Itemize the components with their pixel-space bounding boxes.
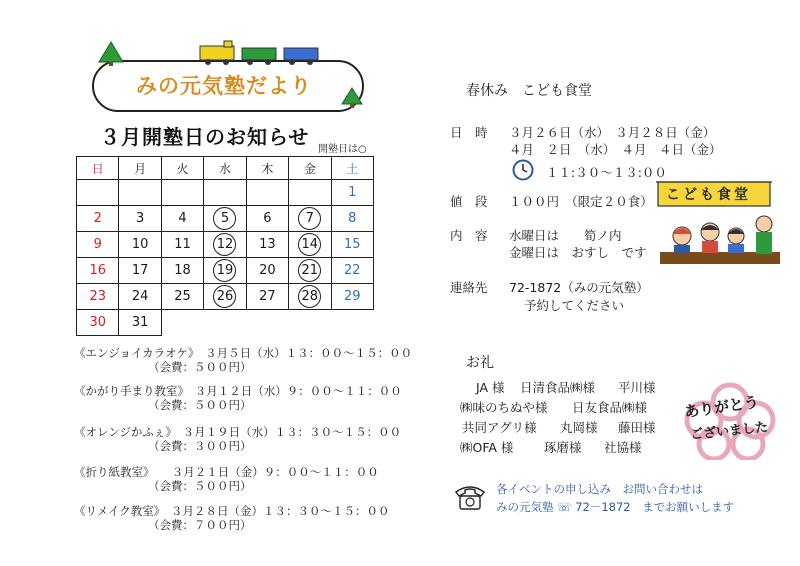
calendar-day-cell bbox=[161, 310, 203, 336]
calendar-week-row bbox=[77, 206, 374, 232]
calendar-day-cell bbox=[77, 258, 119, 284]
calendar-title: ３月開塾日のお知らせ bbox=[100, 125, 310, 149]
weekday-cell: 木 bbox=[246, 157, 288, 180]
event-title: 《リメイク教室》 ３月２８日（金）１３：３０〜１５：００ bbox=[74, 504, 390, 518]
calendar-week-row bbox=[77, 310, 374, 336]
calendar-day-cell bbox=[161, 232, 203, 258]
thanks-title: お礼 bbox=[466, 355, 494, 371]
price-text: １００円 （限定２０食） bbox=[509, 194, 653, 209]
date-label: 日 時 bbox=[450, 125, 488, 140]
clock-icon bbox=[512, 159, 534, 181]
event-title: 《オレンジかふぇ》 ３月１９日（水）１３：３０〜１５：００ bbox=[74, 425, 402, 439]
weekday-row bbox=[77, 157, 374, 180]
contact-text: 72-1872（みの元気塾） bbox=[509, 280, 649, 295]
day-number: 22 bbox=[343, 263, 361, 278]
thanks-stamp-line: ございました bbox=[689, 419, 769, 444]
event-title: 《かがり手まり教室》 ３月１２日（水）９：００〜１１：００ bbox=[74, 384, 402, 398]
day-number: 1 bbox=[348, 185, 357, 200]
calendar-day-cell bbox=[246, 284, 288, 310]
day-number: 13 bbox=[259, 237, 276, 252]
calendar-week-row bbox=[77, 180, 374, 206]
calendar-day-cell bbox=[204, 232, 246, 258]
footer-line: 各イベントの申し込み お問い合わせは bbox=[496, 482, 703, 496]
calendar-day-cell bbox=[77, 180, 119, 206]
calendar-day-cell bbox=[331, 232, 373, 258]
calendar-day-cell bbox=[246, 206, 288, 232]
calendar-day-cell bbox=[161, 206, 203, 232]
day-number: 6 bbox=[263, 211, 272, 226]
calendar bbox=[76, 156, 374, 336]
menu-label: 内 容 bbox=[450, 228, 488, 243]
thanks-name: 丸岡様 bbox=[560, 420, 598, 435]
thanks-name: ㈱味のちぬや様 bbox=[460, 400, 548, 415]
footer-line: みの元気塾 ☏ 72－1872 までお願いします bbox=[496, 500, 735, 514]
day-number: 16 bbox=[89, 263, 106, 278]
day-number: 15 bbox=[343, 237, 361, 252]
day-number: 2 bbox=[93, 211, 102, 226]
calendar-week-row bbox=[77, 232, 374, 258]
calendar-day-cell bbox=[289, 180, 331, 206]
calendar-day-cell bbox=[331, 180, 373, 206]
open-day-number: 7 bbox=[298, 207, 321, 230]
calendar-week-row bbox=[77, 284, 374, 310]
calendar-day-cell bbox=[119, 180, 161, 206]
event-fee: （会費：３００円） bbox=[148, 439, 252, 453]
day-number: 3 bbox=[135, 211, 145, 226]
calendar-note: 開塾日は○ bbox=[318, 144, 367, 155]
calendar-day-cell bbox=[246, 232, 288, 258]
calendar-day-cell bbox=[119, 310, 161, 336]
event-title: 《エンジョイカラオケ》 ３月５日（水）１３：００〜１５：００ bbox=[74, 346, 413, 360]
train-icon bbox=[196, 40, 326, 66]
calendar-day-cell bbox=[119, 284, 161, 310]
price-label: 値 段 bbox=[450, 194, 488, 209]
calendar-day-cell bbox=[289, 206, 331, 232]
calendar-day-cell bbox=[204, 310, 246, 336]
calendar-day-cell bbox=[246, 180, 288, 206]
calendar-day-cell bbox=[77, 310, 119, 336]
calendar-day-cell bbox=[331, 284, 373, 310]
calendar-body bbox=[77, 180, 374, 336]
thanks-name: 藤田様 bbox=[618, 420, 656, 435]
event-fee: （会費：５００円） bbox=[148, 360, 252, 374]
thanks-name: 平川様 bbox=[618, 380, 656, 395]
children-eating-icon bbox=[660, 210, 780, 270]
contact-label: 連絡先 bbox=[450, 280, 488, 295]
thanks-name: 社協様 bbox=[604, 440, 642, 455]
event-fee: （会費：５００円） bbox=[148, 398, 252, 412]
calendar-day-cell bbox=[204, 206, 246, 232]
calendar-day-cell bbox=[161, 284, 203, 310]
event-fee: （会費：７００円） bbox=[148, 518, 252, 532]
newsletter-title: みの元気塾だより bbox=[136, 74, 312, 98]
tree-icon bbox=[340, 86, 364, 108]
thanks-name: JA 様 bbox=[476, 380, 505, 395]
calendar-day-cell bbox=[119, 232, 161, 258]
weekday-cell: 月 bbox=[119, 157, 161, 180]
date-line: ３月２６日（水） ３月２８日（金） bbox=[509, 125, 716, 140]
day-number: 18 bbox=[174, 263, 191, 278]
day-number: 31 bbox=[131, 315, 149, 330]
weekday-cell: 火 bbox=[161, 157, 203, 180]
calendar-day-cell bbox=[331, 258, 373, 284]
day-number: 20 bbox=[259, 263, 276, 278]
weekday-cell: 水 bbox=[204, 157, 246, 180]
weekday-cell: 土 bbox=[331, 157, 373, 180]
calendar-day-cell bbox=[161, 258, 203, 284]
day-number: 23 bbox=[89, 289, 106, 304]
weekday-cell: 日 bbox=[77, 157, 119, 180]
thanks-name: 共同アグリ様 bbox=[462, 420, 537, 435]
calendar-day-cell bbox=[289, 258, 331, 284]
calendar-week-row bbox=[77, 258, 374, 284]
day-number: 30 bbox=[89, 315, 106, 330]
day-number: 4 bbox=[178, 211, 187, 226]
open-day-number: 19 bbox=[213, 259, 236, 282]
calendar-day-cell bbox=[77, 284, 119, 310]
calendar-day-cell bbox=[331, 310, 373, 336]
open-day-number: 28 bbox=[298, 285, 321, 308]
thanks-stamp-line: ありがとう bbox=[683, 392, 760, 422]
menu-line: 水曜日は 筍ノ内 bbox=[509, 228, 622, 243]
calendar-day-cell bbox=[204, 180, 246, 206]
day-number: 10 bbox=[131, 237, 149, 252]
day-number: 9 bbox=[93, 237, 102, 252]
day-number: 25 bbox=[174, 289, 191, 304]
calendar-day-cell bbox=[77, 232, 119, 258]
calendar-day-cell bbox=[331, 206, 373, 232]
calendar-day-cell bbox=[289, 284, 331, 310]
open-day-number: 21 bbox=[298, 259, 321, 282]
telephone-icon bbox=[453, 482, 487, 512]
event-fee: （会費：５００円） bbox=[148, 479, 252, 493]
open-day-number: 5 bbox=[213, 207, 236, 230]
thanks-name: 琢磨様 bbox=[544, 440, 582, 455]
kodomo-sign-text: こども食堂 bbox=[666, 187, 751, 203]
day-number: 8 bbox=[348, 211, 357, 226]
thanks-name: 日清食品㈱様 bbox=[520, 380, 596, 395]
open-day-number: 12 bbox=[213, 233, 236, 256]
calendar-day-cell bbox=[289, 310, 331, 336]
calendar-day-cell bbox=[246, 258, 288, 284]
event-title: 《折り紙教室》 ３月２１日（金）９：００〜１１：００ bbox=[74, 465, 379, 479]
weekday-cell: 金 bbox=[289, 157, 331, 180]
day-number: 27 bbox=[259, 289, 276, 304]
open-day-number: 26 bbox=[213, 285, 236, 308]
calendar-day-cell bbox=[161, 180, 203, 206]
day-number: 29 bbox=[343, 289, 361, 304]
thanks-name: 日友食品㈱様 bbox=[572, 400, 648, 415]
kodomo-title: 春休み こども食堂 bbox=[466, 83, 592, 99]
date-line: ４月 ２日 （水） ４月 ４日（金） bbox=[509, 142, 722, 157]
menu-line: 金曜日は おすし です bbox=[509, 245, 647, 260]
day-number: 24 bbox=[131, 289, 149, 304]
calendar-day-cell bbox=[77, 206, 119, 232]
calendar-day-cell bbox=[119, 258, 161, 284]
day-number: 17 bbox=[131, 263, 149, 278]
time-text: １１:３０〜１３:００ bbox=[546, 165, 667, 180]
thanks-name: ㈱OFA 様 bbox=[460, 440, 514, 455]
reserve-text: 予約してください bbox=[524, 298, 625, 313]
calendar-day-cell bbox=[119, 206, 161, 232]
calendar-day-cell bbox=[204, 258, 246, 284]
calendar-day-cell bbox=[246, 310, 288, 336]
calendar-table bbox=[76, 156, 374, 336]
tree-icon bbox=[96, 40, 126, 66]
calendar-day-cell bbox=[204, 284, 246, 310]
day-number: 11 bbox=[174, 237, 191, 252]
calendar-day-cell bbox=[289, 232, 331, 258]
open-day-number: 14 bbox=[298, 233, 321, 256]
